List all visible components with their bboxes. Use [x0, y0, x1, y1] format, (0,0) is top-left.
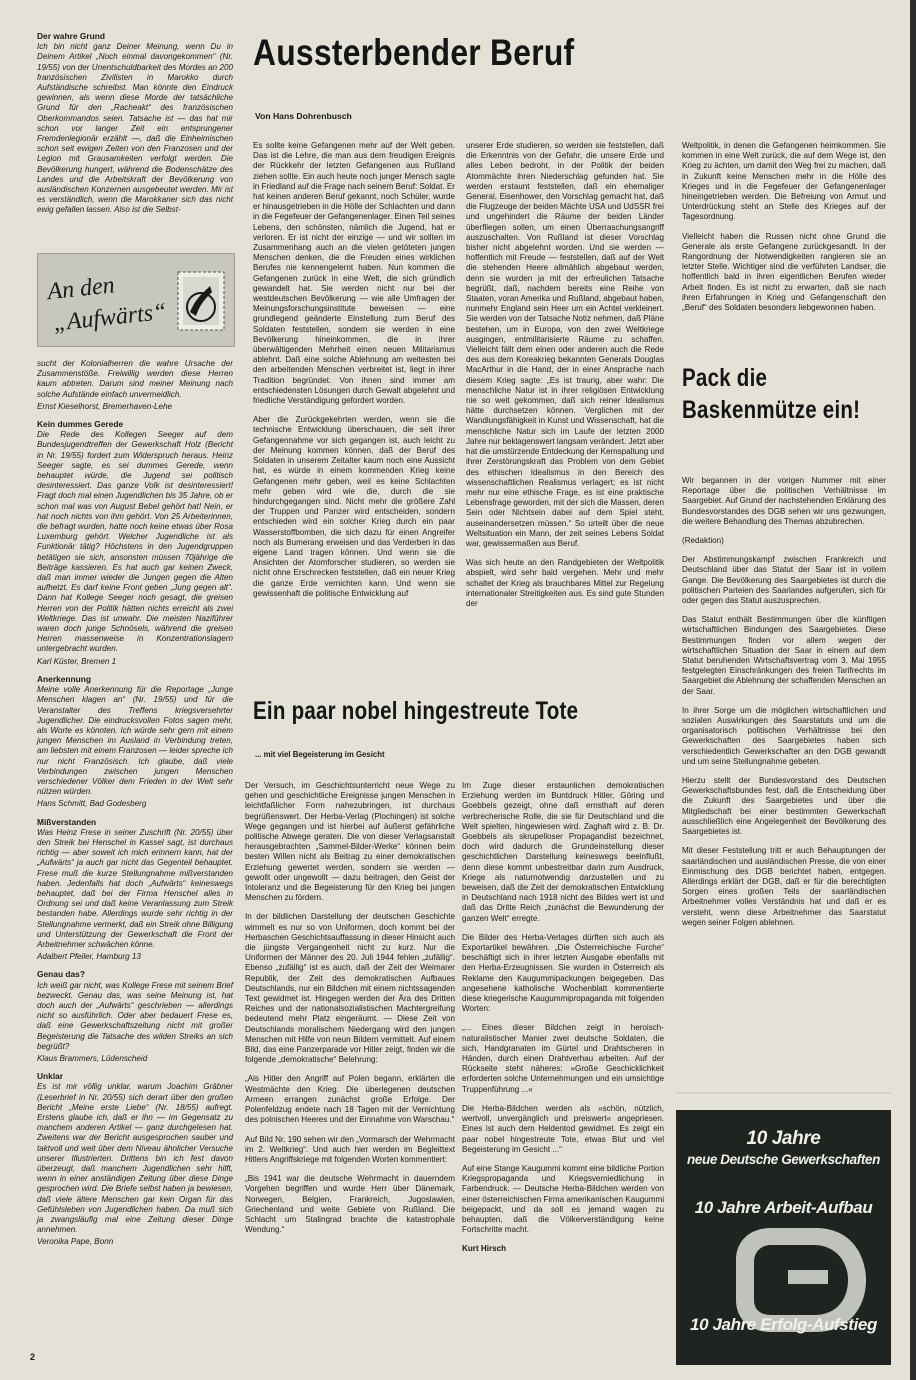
letter-signature: Klaus Brammers, Lüdenscheid	[37, 1054, 148, 1063]
article-signature: Kurt Hirsch	[462, 1244, 507, 1254]
article-column	[682, 141, 886, 315]
saar-headline-line1: Pack die	[682, 364, 768, 392]
letter-text: Ich weiß gar nicht, was Kollege Frese mit seinem Brief bezweckt. Genau das, was seine Meinung ist, hat doch auch der „Aufwärts“ geschrieben — allerdings nicht so ausführlich. Oder aber bedauert Frese es, daß eine Gewerkschaftszeitung nicht mit großer Begeisterung die Tatsache des wilden Streiks an sich begrüßt?	[37, 980, 233, 1051]
article-paragraph: In der bildlichen Darstellung der deutschen Geschichte wimmelt es nur so von Uniformen, doch kommt bei der Herbaschen Geschichtsauffassung in dieser Hinsicht auch die jüngste Vergangenheit nicht zu kurz. Nur die Uniformen der Männer des 20. Juli 1944 fehlen „zufällig“. Ebenso „zufällig“ ist es auch, daß der Zeit der Weimarer Republik, der Zeit des demokratischen Aufbaues Deutschlands, nur ein Bildchen mit einem nichtssagenden Text gewidmet ist. Hingegen werden der Ära des Dritten Reiches und der nationalsozialistischen Machtergreifung bedeutend mehr Platz eingeräumt. — Diese Zeit von Deutschlands moralischem Niedergang wird den jungen Menschen mit Hilfe von neun Bildern vermittelt. Auf einem Bild, das eine Panzerparade vor Hitler zeigt, finden wir die folgende „demokratische“ Belehrung:	[245, 912, 455, 1065]
letter-title: Unklar	[37, 1071, 64, 1082]
article-paragraph: Mit dieser Feststellung tritt er auch Behauptungen der saarländischen und ausländischen Presse, die von einer Einmischung des DGB berichtet haben, entgegen. Allerdings erklärt der DGB, daß er für die berechtigten Sorgen eines großen Teils der saarländischen Arbeitnehmer volles Verständnis hat und daß er es versteht, wenn diese Arbeitnehmer das Saarstatut wegen seiner Folgen ablehnen.	[682, 846, 886, 927]
article-subhead: ... mit viel Begeisterung im Gesicht	[255, 750, 385, 759]
letter-text: sucht der Kolonialherren die wahre Ursache der Zusammenstöße. Freiwillig werden diese Herren kaum abtreten. Darum sind meiner Meinung nach solche Aufstände einfach unvermeidlich.	[37, 359, 233, 399]
page-number: 2	[30, 1352, 36, 1362]
dgb-ad-line: 10 Jahre	[746, 1128, 821, 1149]
article-paragraph: Auf Bild Nr. 190 sehen wir den „Vormarsch der Wehrmacht im 2. Weltkrieg“. Und auch hier werden im Begleittext Hitlers Angriffskriege mit folgenden Worten kommentiert:	[245, 1134, 455, 1164]
article-paragraph: „Als Hitler den Angriff auf Polen begann, erklärten die Westmächte den Krieg. Die überlegenen deutschen Armeen errangen zunächst große Erfolge. Der Polenfeldzug endete nach 18 Tagen mit der Vernichtung des polnischen Heeres und der Einnahme von Warschau.“	[245, 1074, 455, 1125]
letter-signature: Veronika Pape, Bonn	[37, 1237, 114, 1247]
letter-title: Anerkennung	[37, 673, 91, 684]
article-headline: Ein paar nobel hingestreute Tote	[253, 697, 579, 725]
article-paragraph: Hierzu stellt der Bundesvorstand des Deutschen Gewerkschaftsbundes fest, daß die Entscheidung über die Zukunft des Saargebietes und über die Mitgliedschaft bei einer bestimmten Gewerkschaft ausschließlich eine Angelegenheit der Bevölkerung des Saargebietes ist.	[682, 776, 886, 837]
article-column	[466, 141, 664, 611]
article-paragraph: Die Herba-Bildchen werden als »schön, nützlich, wertvoll, unvergänglich und preiswert« angepriesen. Eines ist auch dem Heldentod gewidmet. Es zeigt ein paar nobel hingestreute Tote, etwas Blut und viel Begeisterung im Gesicht ...“	[462, 1103, 664, 1154]
letter-signature: Adalbert Pfeiler, Hamburg 13	[37, 952, 141, 962]
saar-article-column	[682, 476, 886, 930]
article-column	[462, 781, 664, 1257]
dgb-ad-line: 10 Jahre Arbeit-Aufbau	[686, 1198, 881, 1218]
letter-signature: Hans Schmitt, Bad Godesberg	[37, 799, 147, 809]
letter-text: Meine volle Anerkennung für die Reportage „Junge Menschen klagen an“ (Nr. 19/55) und für die Veranstalter des Treffens kriegsversehrter Jugendlicher. Die eindrucksvollen Fotos sagen mehr, als Worte es könnten. Ich würde sehr gern mit einem jungen Menschen im Ausland in Verbindung treten, am liebsten mit einem Franzosen — leider spreche ich nur nicht Französisch. Ich glaube, daß viele Verbindungen zwischen jungen Menschen verschiedener Völker dem Frieden in der Welt sehr nützen würden.	[37, 685, 233, 797]
letter-text: Die Rede des Kollegen Seeger auf dem Bundesjugendtreffen der Gewerkschaft Holz (Bericht in Nr. 19/55) fordert zum Widerspruch heraus. Heinz Seeger sagte, es sei dummes Gerede, wenn behauptet würde, die Jugend sei politisch desinteressiert. Das ganze Volk ist desinteressiert! Fragt doch mal einen Jugendlichen bis 35 Jahre, ob er schon mal was von August Bebel gehört hat! Nein, er hat noch nichts von ihm gehört. Von 25 Arbeiterinnen, die befragt wurden, hatte noch keine etwas über Rosa Luxemburg gehört. Welcher Jugendliche ist als Funktionär tätig? Höchstens in den Jugendgruppen betätigen sie sich, ansonsten müssen 70jährige die Beiträge kassieren. Es hat auch gar keinen Zweck, daß man immer wieder die Jungen gegen die Alten aufhetzt. Es darf keine Front geben „Jung gegen alt“. Dann hat Kollege Seeger noch gesagt, die greisen Herren von der Politik hätten nichts erreicht als zwei Weltkriege. Das ist unwahr. Die meisten Naziführer waren doch junge Schnösels, während die greisen Herren massenweise in Konzentrationslagern untergebracht wurden.	[37, 430, 233, 654]
article-paragraph: Der Abstimmungskampf zwischen Frankreich und Deutschland über das Statut der Saar ist in vollem Gange. Die Bevölkerung des Saargebietes ist durch die politischen Parteien des Saarlandes aufgerufen, sich für oder gegen das Statut auszusprechen.	[682, 555, 886, 606]
saar-headline-line2: Baskenmütze ein!	[682, 396, 861, 424]
article-paragraph: Der Versuch, im Geschichtsunterricht neue Wege zu gehen und geschichtliche Ereignisse jungen Menschen in leichtfaßlicher Form nahezubringen, ist durchaus begrüßenswert. Der Herba-Verlag (Plochingen) ist solche Wege gegangen und ist hierbei auf äußerst gefährliche politische Abwege geraten. Die von dieser Verlagsanstalt herausgebrachten „Sammel-Bilder-Werke“ können beim besten Willen nicht als Beitrag zu einer demokratischen Erziehung gewertet werden, sondern sie werden — gewollt oder ungewollt — dazu beitragen, den Geist der Intoleranz und die Begeisterung für den Krieg bei jungen Menschen zu fördern.	[245, 781, 455, 903]
letter-signature: Karl Küster, Bremen 1	[37, 656, 117, 666]
letter-title: Genau das?	[37, 969, 85, 980]
article-paragraph: Es sollte keine Gefangenen mehr auf der Welt geben. Das ist die Lehre, die man aus dem freudigen Ereignis der Rückkehr der letzten Gefangenen aus Rußland ziehen sollte. Ein auch heute noch junger Mensch sagte in Friedland auf die Frage nach seinem Beruf: Soldat. Er hat keinen anderen Beruf gekannt, noch Schüler, wurde er hinausgetrieben in die Hölle der Schlachten und dann in die Fegefeuer der Gefangenenlager. Einen Teil seines Lebens, den schönsten, nämlich die Jugend, hat er verloren. Er ist nicht der einzige — und wir sollten im Zusammenhang auch an die vielen getöteten jungen Menschen denken, die die Freuden eines wirklichen Berufes nie kennengelernt haben. Nun kommen die Gefangenen zurück in eine Welt, die sich gründlich gewandelt hat. Sie werden nicht nur bei der westdeutschen Bevölkerung — wie alle Umfragen der Meinungsforschungsinstitute beweisen — eine grundlegend geänderte Einstellung zum Beruf des Soldaten feststellen, sondern sie werden in eine Bevölkerung hineinkommen, die in ihrer überwältigenden Mehrheit einen neuen Militarismus ablehnt. Daß eine solche Ablehnung am weitesten bei den arbeitenden Menschen verbreitet ist, liegt in ihrer Tradition begründet. Von ihnen sind immer am entschiedensten Lösungen durch Gewalt abgelehnt und friedliche Verständigung gefordert worden.	[253, 141, 456, 406]
letter-title: Der wahre Grund	[37, 31, 105, 41]
article-column	[245, 781, 455, 1237]
article-paragraph: Aber die Zurückgekehrten werden, wenn sie die technische Entwicklung überschauen, die seit ihrer Gefangennahme vor sich gegangen ist, auch leicht zu der Meinung kommen können, daß der Beruf des Soldaten in unserem Zeitalter kaum noch eine Aussicht hat, es würde in einem kommenden Krieg keine Gefangenen mehr geben, weil es keine Schlachten mehr geben wird wie die, durch die sie hindurchgegangen sind. Nicht mehr die größere Zahl der Truppen und Panzer wird entscheiden, sondern entschieden wird ein solcher Krieg durch ein paar Wasserstoffbomben, die sich dazu für einen Angreifer noch als Bumerang erweisen und das Verderben in das eigene Land tragen können. Und wenn sie die Ansichten der Atomforscher studieren, so werden sie nicht ohne Erschrecken feststellen, daß ein neuer Krieg die ganze Erde vernichten kann. Und wenn sie gewissenhaft die politische Entwicklung auf	[253, 415, 455, 598]
letter-title: Kein dummes Gerede	[37, 419, 124, 430]
letter-title: Mißverstanden	[37, 816, 97, 827]
letters-section-logo	[37, 253, 235, 347]
article-paragraph: „... Eines dieser Bildchen zeigt in heroisch-naturalistischer Manier zwei deutsche Soldaten, die sich, Handgranaten im Gürtel und Drahtscheren in Händen, durch einen Drahtverhau arbeiten. Auf der Rückseite steht näheres: »Große Geschicklichkeit erforderten solche Unternehmungen und ein umsichtige Truppenführung ...«	[462, 1023, 664, 1094]
article-paragraph: Was sich heute an den Randgebieten der Weltpolitik abspielt, wird sehr bald vergehen. Mehr und mehr schaltet der Krieg als brauchbares Mittel zur Regelung internationaler Streitigkeiten aus. Es sind gute Stunden der	[466, 558, 664, 608]
svg-text:An den: An den	[46, 272, 116, 306]
letter-text: Was Heinz Frese in seiner Zuschrift (Nr. 20/55) über den Streik bei Henschel in Kassel sagt, ist durchaus richtig — aber soweit ich mich erinnern kann, hat der „Aufwärts“ ja auch gar nicht das Gegenteil behauptet. Frese muß die kurze Stellungnahme mißverstanden haben. Jedenfalls hat doch „Aufwärts“ keineswegs behauptet, daß bei der Firma Henschel alles in Ordnung sei und daß keine Veranlassung zum Streik bestanden habe. Allerdings wurde sehr richtig in der Stellungnahme vermerkt, daß ein Streik ohne Billigung und Unterstützung der Gewerkschaft die Front der Arbeitnehmer schwächen könne.	[37, 827, 233, 949]
article-paragraph: Vielleicht haben die Russen nicht ohne Grund die Generale als erste Gefangene zurückgesandt. In der Rangordnung der Notwendigkeiten rangieren sie an letzter Stelle. Wichtiger sind die verführten Landser, die hoffentlich bald in ihren eigentlichen Berufen wieder Arbeit finden. Es ist nicht zu erwarten, daß sie nach ihren Erfahrungen in Krieg und Gefangenschaft den „Beruf“ des Soldaten besonders liebgewonnen haben.	[682, 231, 886, 313]
article-paragraph: „Bis 1941 war die deutsche Wehrmacht in dauerndem Vorgehen begriffen und wurde Herr über Dänemark, Norwegen, Belgien, Frankreich, Jugoslawien, Griechenland und weite Gebiete von Rußland. Die Schlacht um Stalingrad brachte die katastrophale Wendung.“	[245, 1174, 455, 1235]
article-headline: Aussterbender Beruf	[253, 32, 575, 73]
article-paragraph: Wir begannen in der vorigen Nummer mit einer Reportage über die politischen Verhältnisse im Saargebiet. Auf Grund der nachstehenden Erklärung des Bundesvorstandes des DGB sehen wir uns gezwungen, die weitere Behandlung des Themas abzubrechen.	[682, 476, 886, 526]
letters-logo-graphic	[38, 254, 234, 346]
article-paragraph: unserer Erde studieren, so werden sie feststellen, daß die Erkenntnis von der Gefahr, die unsere Erde und alles Leben bedroht, in der Politik der beiden Atommächte ihren Niederschlag gefunden hat. Sie werden erstaunt feststellen, daß ein ehemaliger General, Eisenhower, den Vorschlag gemacht hat, daß die Flugzeuge der beiden Mächte USA und UdSSR frei und ungehindert die Räume der beiden Länder überfliegen sollen, um einen Überraschungsangriff auszuschalten. Von Rußland ist dieser Vorschlag bisher nicht abgelehnt worden. Und sie werden — hoffentlich mit Freude — feststellen, daß auf der Welt die stehenden Heere allmählich abgebaut werden, denn sie wurden ja mit der erfreulichen Tatsache begrüßt, daß, nachdem bereits eine Reihe von Staaten, voran Amerika und Rußland, abgebaut haben, nunmehr England sein Heer um ein Achtel verkleinert. Sie werden von der Tatsache Notiz nehmen, daß Pläne bestehen, um in Europa, von den zwei Weltkriege ausgingen, entmilitarisierte Räume zu schaffen. Vielleicht fällt dem einen oder anderen auch die Rede des aus dem Koreakrieg bekannten Generals Douglas MacArthur in die Hand, der in einer Ansprache nach diesem Krieg sagte: „Es ist traurig, aber wahr: Die menschliche Natur ist in ihrer religiösen Entwicklung nie so weit gekommen, daß sich reiner Idealismus hätte durchsetzen können. Verglichen mit der Wandlungsfähigkeit in Kunst und Wissenschaft, hat die menschliche Natur sich im Laufe der letzten 2000 Jahre nur beklagenswert langsam verändert. Jetzt aber hat die umstürzende Entdeckung der Kernspaltung und ihrer Zerstörungskraft das Problem von dem Gebiet des ethischen Idealismus in den Bereich des wissenschaftlichen Realismus verlagert; es ist nicht mehr nur eine ethische Frage, es ist eine praktische Lebensfrage geworden, mit der sich die Massen, deren Sein oder Nichtsein dabei auf dem Spiel steht, auseinandersetzen müssen.“ So urteilt über die neue Weltsituation ein Mann, der zeit seines Lebens Soldat war, gewissermaßen aus Beruf.	[466, 141, 664, 548]
letter-text: Ich bin nicht ganz Deiner Meinung, wenn Du in Deinem Artikel „Noch einmal davongekommen“ (Nr. 19/55) von der Unentschuldbarkeit des Mordes an 200 französischen Zivilisten in Marokko durch Aufständische schreibst. Man könnte den Eindruck gewinnen, als wenn diese Morde der tatsächliche Grund für den „Racheakt“ des französischen Oberkommandos seien. Tatsache ist — das hat mir schon vor langer Zeit ein entsprungener Fremdenlegionär erzählt —, daß die Einheimischen schon seit ewigen Zeiten von den Franzosen und der Legion mit Grausamkeiten verfolgt werden. Die Bevölkerung hungert, während die Bodenschätze des Landes und die Arbeitskraft der Bevölkerung von ausländischen Konzernen ausgebeutet werden. Mir ist es verständlich, wenn die Marokkaner sich das nicht ewig gefallen lassen. Also ist die Selbst-	[37, 42, 233, 215]
dgb-anniversary-ad	[676, 1110, 891, 1365]
article-paragraph: Die Bilder des Herba-Verlages dürften sich auch als Exportartikel bewähren. „Die Österreichische Furche“ beschäftigt sich in ihrer letzten Ausgabe ebenfalls mit den Herba-Erzeugnissen. Sie wurden in Österreich als Reklame den Kaugummipackungen beigegeben. Das angesehene katholische Wochenblatt kommentierte diese kriegerische Kaugummipropaganda mit folgenden Worten:	[462, 932, 664, 1014]
svg-text:„Aufwärts“: „Aufwärts“	[52, 298, 168, 337]
letters-column	[37, 359, 233, 1250]
section-divider	[676, 1092, 891, 1094]
article-paragraph: Auf eine Stange Kaugummi kommt eine bildliche Portion Kriegspropaganda und Kriegsverniedlichung in Farbendruck. — Deutsche Herba-Bildchen werden von einer österreichischen Firma amerikanischen Kaugummi beigepackt, und da soll es jemand wagen zu behaupten, daß die Völkerverständigung keine Fortschritte macht.	[462, 1163, 665, 1235]
dgb-ad-line: 10 Jahre Erfolg-Aufstieg	[690, 1315, 877, 1334]
letters-intro	[37, 31, 233, 218]
article-paragraph: Weltpolitik, in denen die Gefangenen heimkommen. Sie kommen in eine Welt zurück, die auf dem Wege ist, den Krieg zu ächten, um damit den Weg frei zu machen, daß in Zukunft keine Menschen mehr in die Hölle des Krieges und in die Fegefeuer der Gefangenenlager hineingetrieben werden. Die Befreiung von Armut und Unterdrückung steht an Stelle des Krieges auf der Tagesordnung.	[682, 141, 886, 222]
article-paragraph: Im Zuge dieser erstaunlichen demokratischen Erziehung werden im Buntdruck Hitler, Göring und Goebbels gezeigt, ohne daß ernsthaft auf deren verbrecherische Rolle, die sie für Deutschland und die Welt spielten, hingewiesen wird. Zaghaft wird z. B. Dr. Goebbels als skrupelloser Propagandist bezeichnet, doch wird dadurch die Grundeinstellung dieser geschichtlichen Darstellung keineswegs beeinflußt, denn diese kommt unbestreitbar darin zum Ausdruck, Kriege als naturnotwendig darzustellen und zu beweisen, daß die Zeit der demokratischen Entwicklung in Deutschland nach 1918 nicht des Bildes wert ist und daß das Dritte Reich „zunächst die Bewunderung der ganzen Welt“ erregte.	[462, 781, 664, 923]
article-paragraph: Das Statut enthält Bestimmungen über die künftigen wirtschaftlichen Bindungen des Saargebietes. Diese Bestimmungen finden vor allem wegen der wirtschaftlichen Situation der Saar in einem auf dem Statut beruhenden Wirtschaftsvertrag vom 3. Mai 1955 festgelegten Einschränkungen des freien Tarifrechts im Saargebiet die Ablehnung der schaffenden Menschen an der Saar.	[682, 615, 886, 696]
dgb-ad-line: neue Deutsche Gewerkschaften	[687, 1152, 880, 1167]
letter-signature: Ernst Kieselhorst, Bremerhaven-Lehe	[37, 401, 172, 411]
article-byline: Von Hans Dohrenbusch	[255, 111, 352, 121]
letter-text: Es ist mir völlig unklar, warum Joachim Gräbner (Leserbrief in Nr. 20/55) sich derart über den großen Bericht „Meine erste Liebe“ (Nr. 18/55) aufregt. Erstens glaube ich, daß er ihn — im Gegensatz zu manchem anderen Artikel — ganz durchgelesen hat. Zweitens war der Bericht ausgesprochen sauber und taktvoll und weit über dem Niveau ähnlicher Versuche unserer Illustrierten. Drittens bin ich fest davon überzeugt, daß manchem Jugendlichen sehr hilft, wenn in einer anständigen Zeitung über diese Dinge gesprochen wird. Die Briefe selbst haben ja bewiesen, daß viele ältere Menschen gar kein Organ für das Gefühlsleben von Jugendlichen haben. Da muß sich ja zwangsläufig mal eine Zeitung dieser Dinge annehmen.	[37, 1082, 233, 1235]
article-paragraph: In ihrer Sorge um die möglichen wirtschaftlichen und sozialen Auswirkungen des Saarstatuts und um die organisatorisch politischen Verhältnisse bei den Gewerkschaften des Saargebietes haben sich verschiedentlich Gewerkschafter an den DGB gewandt und um seine Stellungnahme gebeten.	[682, 705, 886, 766]
article-column	[253, 141, 455, 601]
article-paragraph: (Redaktion)	[682, 536, 724, 546]
